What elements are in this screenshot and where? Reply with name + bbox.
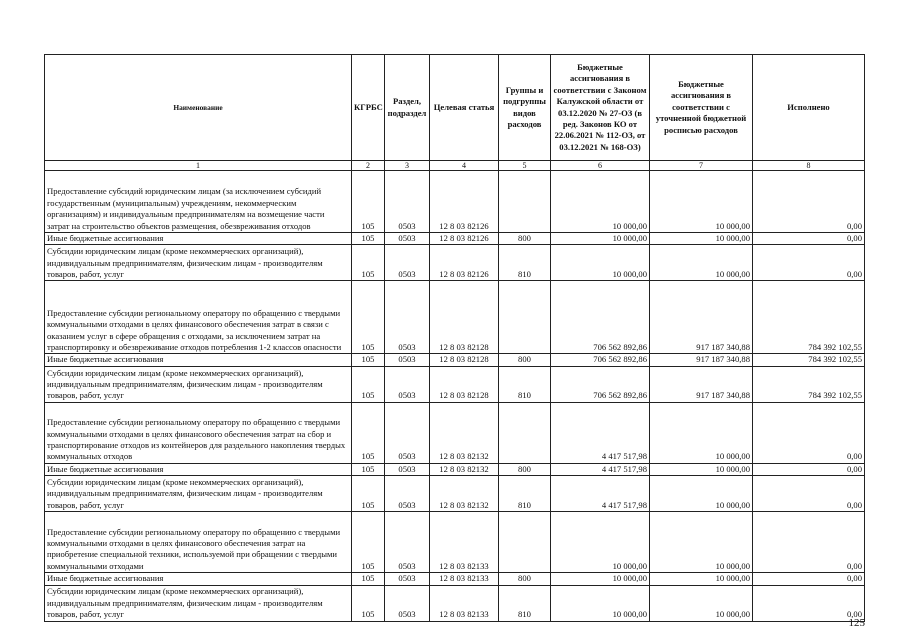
row-kgrbs: 105 [352, 585, 385, 621]
row-refined-amount: 10 000,00 [650, 245, 753, 281]
row-kgrbs: 105 [352, 463, 385, 475]
row-done-amount: 0,00 [753, 476, 865, 512]
column-number: 8 [753, 161, 865, 171]
row-kgrbs: 105 [352, 171, 385, 233]
row-kgrbs: 105 [352, 233, 385, 245]
row-name: Иные бюджетные ассигнования [45, 354, 352, 366]
row-target: 12 8 03 82128 [430, 354, 499, 366]
table-row [45, 585, 865, 621]
row-kgrbs: 105 [352, 245, 385, 281]
row-target: 12 8 03 82126 [430, 233, 499, 245]
row-done-amount: 0,00 [753, 573, 865, 585]
row-refined-amount: 10 000,00 [650, 463, 753, 475]
table-row [45, 281, 865, 354]
table-row [45, 354, 865, 366]
row-name: Предоставление субсидии региональному оператору по обращению с твердыми коммунальными отходами в целях финансового обеспечения затрат в связи с оказанием услуг в сфере обращения с отходами, за исключением затрат на транспортировку и обезвреживание отходов потребления 1-2 классов опасности [45, 281, 352, 354]
column-number: 3 [385, 161, 430, 171]
row-section: 0503 [385, 573, 430, 585]
row-law-amount: 10 000,00 [551, 573, 650, 585]
row-refined-amount: 10 000,00 [650, 171, 753, 233]
row-done-amount: 784 392 102,55 [753, 366, 865, 402]
row-section: 0503 [385, 233, 430, 245]
table-row [45, 512, 865, 573]
row-group: 800 [499, 463, 551, 475]
row-group [499, 281, 551, 354]
row-name: Предоставление субсидий юридическим лицам (за исключением субсидий государственным (муниципальным) учреждениям, некоммерческим организациям) и индивидуальным предпринимателям на возмещение части затрат на строительство объектов размещения, обезвреживания отходов [45, 171, 352, 233]
table-row [45, 573, 865, 585]
row-target: 12 8 03 82132 [430, 476, 499, 512]
row-target: 12 8 03 82133 [430, 573, 499, 585]
row-section: 0503 [385, 354, 430, 366]
row-law-amount: 4 417 517,98 [551, 463, 650, 475]
row-target: 12 8 03 82128 [430, 281, 499, 354]
row-law-amount: 4 417 517,98 [551, 402, 650, 463]
header-refined: Бюджетные ассигнования в соответствии с уточненной бюджетной росписью расходов [650, 55, 753, 161]
table-row [45, 402, 865, 463]
row-law-amount: 706 562 892,86 [551, 366, 650, 402]
row-section: 0503 [385, 476, 430, 512]
table-header [45, 55, 865, 171]
row-section: 0503 [385, 402, 430, 463]
row-refined-amount: 10 000,00 [650, 233, 753, 245]
row-done-amount: 0,00 [753, 463, 865, 475]
row-law-amount: 10 000,00 [551, 512, 650, 573]
row-section: 0503 [385, 171, 430, 233]
row-kgrbs: 105 [352, 281, 385, 354]
header-done: Исполнено [753, 55, 865, 161]
row-kgrbs: 105 [352, 354, 385, 366]
row-law-amount: 4 417 517,98 [551, 476, 650, 512]
table-row [45, 463, 865, 475]
row-target: 12 8 03 82133 [430, 585, 499, 621]
row-name: Субсидии юридическим лицам (кроме некоммерческих организаций), индивидуальным предпринимателям, физическим лицам - производителям товаров, работ, услуг [45, 366, 352, 402]
row-section: 0503 [385, 281, 430, 354]
row-refined-amount: 10 000,00 [650, 585, 753, 621]
row-group: 800 [499, 233, 551, 245]
row-done-amount: 0,00 [753, 512, 865, 573]
row-law-amount: 10 000,00 [551, 585, 650, 621]
row-group: 810 [499, 366, 551, 402]
row-target: 12 8 03 82132 [430, 463, 499, 475]
row-done-amount: 0,00 [753, 402, 865, 463]
header-section: Раздел, подраздел [385, 55, 430, 161]
row-refined-amount: 10 000,00 [650, 402, 753, 463]
table-body [45, 171, 865, 622]
row-name: Иные бюджетные ассигнования [45, 463, 352, 475]
row-target: 12 8 03 82132 [430, 402, 499, 463]
column-number: 2 [352, 161, 385, 171]
row-done-amount: 0,00 [753, 233, 865, 245]
row-law-amount: 10 000,00 [551, 233, 650, 245]
column-number: 5 [499, 161, 551, 171]
budget-table [44, 54, 865, 622]
row-target: 12 8 03 82128 [430, 366, 499, 402]
row-done-amount: 784 392 102,55 [753, 354, 865, 366]
table-row [45, 171, 865, 233]
row-group: 800 [499, 573, 551, 585]
row-name: Иные бюджетные ассигнования [45, 233, 352, 245]
row-name: Иные бюджетные ассигнования [45, 573, 352, 585]
row-group [499, 402, 551, 463]
row-section: 0503 [385, 512, 430, 573]
row-refined-amount: 10 000,00 [650, 476, 753, 512]
row-section: 0503 [385, 245, 430, 281]
header-kgrbs: КГРБС [352, 55, 385, 161]
row-target: 12 8 03 82126 [430, 171, 499, 233]
column-number: 6 [551, 161, 650, 171]
row-name: Предоставление субсидии региональному оператору по обращению с твердыми коммунальными отходами в целях финансового обеспечения затрат на приобретение специальной техники, используемой при обращении с твердыми коммунальными отходами [45, 512, 352, 573]
row-law-amount: 706 562 892,86 [551, 281, 650, 354]
header-groups: Группы и подгруппы видов расходов [499, 55, 551, 161]
row-refined-amount: 10 000,00 [650, 573, 753, 585]
row-law-amount: 10 000,00 [551, 245, 650, 281]
row-name: Субсидии юридическим лицам (кроме некоммерческих организаций), индивидуальным предпринимателям, физическим лицам - производителям товаров, работ, услуг [45, 476, 352, 512]
header-target: Целевая статья [430, 55, 499, 161]
row-law-amount: 706 562 892,86 [551, 354, 650, 366]
row-kgrbs: 105 [352, 402, 385, 463]
row-group [499, 512, 551, 573]
row-target: 12 8 03 82126 [430, 245, 499, 281]
header-name: Наименование [45, 55, 352, 161]
column-number: 4 [430, 161, 499, 171]
row-group: 800 [499, 354, 551, 366]
row-group: 810 [499, 585, 551, 621]
row-refined-amount: 917 187 340,88 [650, 354, 753, 366]
row-refined-amount: 917 187 340,88 [650, 281, 753, 354]
page-number: 125 [848, 617, 865, 629]
row-kgrbs: 105 [352, 476, 385, 512]
row-name: Предоставление субсидии региональному оператору по обращению с твердыми коммунальными отходами в целях финансового обеспечения затрат на сбор и транспортирование отходов из контейнеров для раздельного накопления твердых коммунальных отходов [45, 402, 352, 463]
row-kgrbs: 105 [352, 573, 385, 585]
row-section: 0503 [385, 366, 430, 402]
table-row [45, 366, 865, 402]
column-number: 7 [650, 161, 753, 171]
row-done-amount: 784 392 102,55 [753, 281, 865, 354]
column-number: 1 [45, 161, 352, 171]
table-row [45, 245, 865, 281]
row-refined-amount: 10 000,00 [650, 512, 753, 573]
column-numbers-row [45, 161, 865, 171]
row-group [499, 171, 551, 233]
row-kgrbs: 105 [352, 512, 385, 573]
row-name: Субсидии юридическим лицам (кроме некоммерческих организаций), индивидуальным предпринимателям, физическим лицам - производителям товаров, работ, услуг [45, 245, 352, 281]
row-refined-amount: 917 187 340,88 [650, 366, 753, 402]
table-row [45, 233, 865, 245]
row-group: 810 [499, 245, 551, 281]
table-row [45, 476, 865, 512]
row-law-amount: 10 000,00 [551, 171, 650, 233]
row-name: Субсидии юридическим лицам (кроме некоммерческих организаций), индивидуальным предпринимателям, физическим лицам - производителям товаров, работ, услуг [45, 585, 352, 621]
row-done-amount: 0,00 [753, 245, 865, 281]
row-section: 0503 [385, 463, 430, 475]
row-kgrbs: 105 [352, 366, 385, 402]
row-target: 12 8 03 82133 [430, 512, 499, 573]
row-done-amount: 0,00 [753, 585, 865, 621]
header-law: Бюджетные ассигнования в соответствии с Законом Калужской области от 03.12.2020 № 27-ОЗ (в ред. Законов КО от 22.06.2021 № 112-ОЗ, от 03.12.2021 № 168-ОЗ) [551, 55, 650, 161]
row-group: 810 [499, 476, 551, 512]
row-section: 0503 [385, 585, 430, 621]
row-done-amount: 0,00 [753, 171, 865, 233]
